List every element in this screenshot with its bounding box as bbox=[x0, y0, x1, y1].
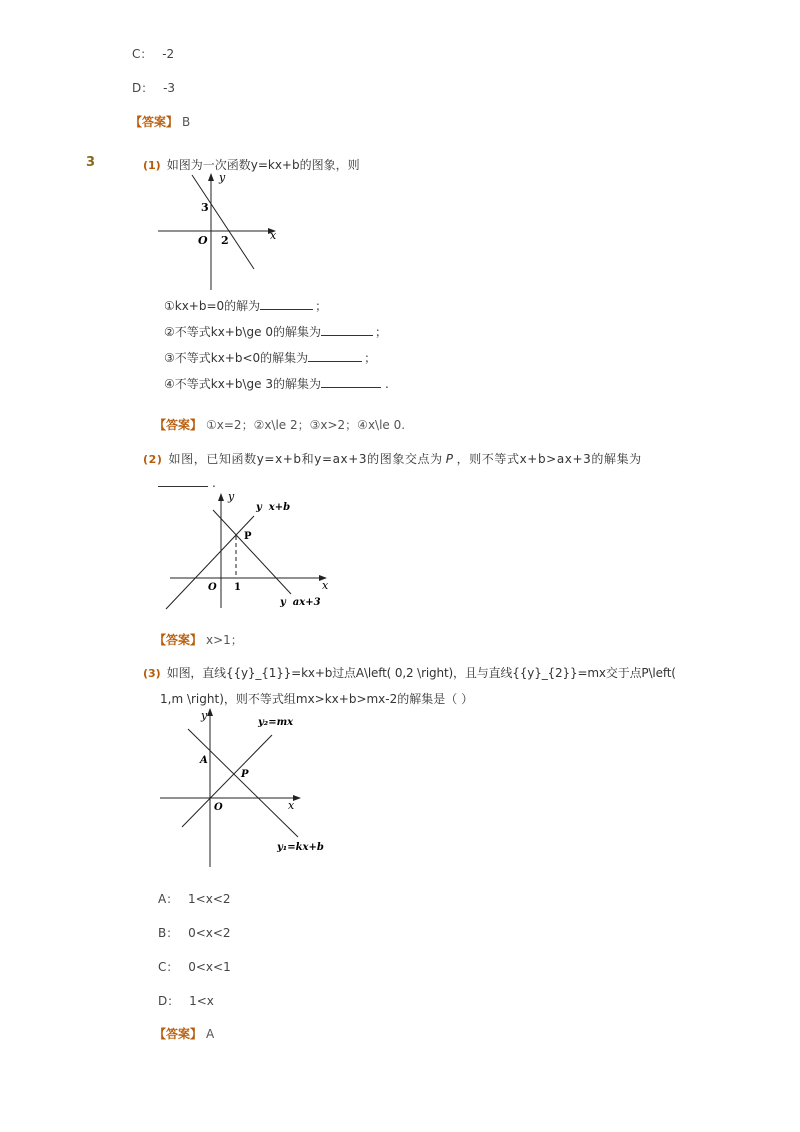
y-axis-label: y bbox=[228, 490, 235, 503]
point-p: P bbox=[445, 452, 454, 466]
point-p-label: P bbox=[241, 769, 249, 780]
point-a-label: A bbox=[200, 755, 208, 766]
option-value: -2 bbox=[162, 47, 175, 61]
option-letter: B： bbox=[158, 926, 179, 940]
part-number: (3) bbox=[143, 667, 161, 680]
part3-text-line2: 1,m \right)，则不等式组mx>kx+b>mx-2的解集是（ ） bbox=[160, 692, 474, 706]
part1-item-3 bbox=[164, 349, 376, 366]
item-text: ④不等式kx+b\ge 3的解集为 bbox=[164, 377, 321, 391]
option-letter: A： bbox=[158, 892, 179, 906]
answer-blank bbox=[260, 299, 313, 310]
item-text: ③不等式kx+b<0的解集为 bbox=[164, 351, 309, 365]
answer-label: 【答案】 bbox=[154, 633, 203, 647]
answer-blank bbox=[321, 377, 381, 388]
item-text: ①kx+b=0的解为 bbox=[164, 299, 261, 313]
x-tick-label: 1 bbox=[234, 582, 241, 593]
option-d bbox=[132, 79, 175, 96]
answer-blank bbox=[158, 476, 208, 487]
item-end: . bbox=[384, 377, 389, 391]
answer-blank bbox=[308, 351, 362, 362]
part2-answer bbox=[154, 631, 243, 648]
option-b[interactable] bbox=[158, 924, 231, 941]
answer-label: 【答案】 bbox=[154, 1027, 203, 1041]
item-text: ②不等式kx+b\ge 0的解集为 bbox=[164, 325, 321, 339]
line-end: . bbox=[212, 476, 216, 490]
option-c bbox=[132, 45, 174, 62]
part1-item-4 bbox=[164, 375, 389, 392]
y-axis-label: y bbox=[219, 171, 226, 184]
part3-text-line1: 如图，直线{{y}_{1}}=kx+b过点A\left( 0,2 \right)，且与直线{{y}_{2}}=mx交于点P\left( bbox=[166, 666, 676, 680]
part2-text: 如图，已知函数y=x+b和y=ax+3的图象交点为 bbox=[168, 452, 443, 466]
option-value: 0<x<1 bbox=[188, 960, 231, 974]
answer-label: 【答案】 bbox=[130, 115, 179, 129]
part3-stem bbox=[143, 664, 676, 681]
part-number: (1) bbox=[143, 159, 161, 172]
line-y1 bbox=[188, 729, 298, 837]
part2-text-end: ，则不等式x+b>ax+3的解集为 bbox=[456, 452, 642, 466]
answer-value: B bbox=[182, 115, 191, 129]
part2-graph bbox=[160, 488, 340, 613]
part1-graph bbox=[150, 168, 285, 293]
answer-blank bbox=[321, 325, 373, 336]
x-axis-label: x bbox=[270, 229, 277, 242]
part-number: (2) bbox=[143, 453, 163, 466]
x-axis-label: x bbox=[322, 579, 329, 592]
item-end: ； bbox=[364, 351, 377, 365]
line1-label: y x+b bbox=[256, 502, 291, 513]
option-d[interactable] bbox=[158, 992, 214, 1009]
part3-graph bbox=[155, 702, 335, 872]
x-intercept-label: 2 bbox=[221, 234, 229, 247]
option-a[interactable] bbox=[158, 890, 231, 907]
question-number: 3 bbox=[86, 155, 96, 170]
part2-stem bbox=[143, 450, 642, 467]
line2-label: y ax+3 bbox=[280, 597, 321, 608]
answer-value: ①x=2；②x\le 2；③x>2；④x\le 0. bbox=[206, 418, 406, 432]
answer-label: 【答案】 bbox=[154, 418, 203, 432]
part1-answer bbox=[154, 416, 405, 433]
option-value: 1<x bbox=[189, 994, 214, 1008]
origin-label: O bbox=[208, 582, 217, 593]
point-p-label: P bbox=[244, 531, 252, 542]
item-end: ； bbox=[315, 299, 328, 313]
y-intercept-label: 3 bbox=[201, 201, 209, 214]
option-value: 0<x<2 bbox=[188, 926, 231, 940]
part1-item-1 bbox=[164, 297, 327, 314]
option-c[interactable] bbox=[158, 958, 231, 975]
part1-text: 如图为一次函数y=kx+b的图象，则 bbox=[166, 158, 360, 172]
answer-previous bbox=[130, 113, 190, 130]
item-end: ； bbox=[374, 325, 387, 339]
function-line bbox=[192, 175, 254, 269]
answer-value: A bbox=[206, 1027, 215, 1041]
answer-value: x>1； bbox=[206, 633, 243, 647]
line-x-plus-b bbox=[166, 516, 254, 609]
part3-answer bbox=[154, 1025, 214, 1042]
option-letter: D： bbox=[158, 994, 180, 1008]
origin-label: O bbox=[214, 802, 223, 813]
y2-label: y₂=mx bbox=[258, 717, 294, 728]
y1-label: y₁=kx+b bbox=[277, 842, 324, 853]
option-letter: D： bbox=[132, 81, 154, 95]
option-letter: C： bbox=[132, 47, 153, 61]
option-letter: C： bbox=[158, 960, 179, 974]
x-axis-label: x bbox=[288, 799, 295, 812]
option-value: -3 bbox=[163, 81, 176, 95]
origin-label: O bbox=[198, 234, 208, 247]
part1-item-2 bbox=[164, 323, 387, 340]
option-value: 1<x<2 bbox=[188, 892, 231, 906]
line-ax-plus-3 bbox=[213, 510, 291, 594]
line-y2 bbox=[182, 735, 272, 827]
y-axis-label: y bbox=[201, 709, 208, 722]
